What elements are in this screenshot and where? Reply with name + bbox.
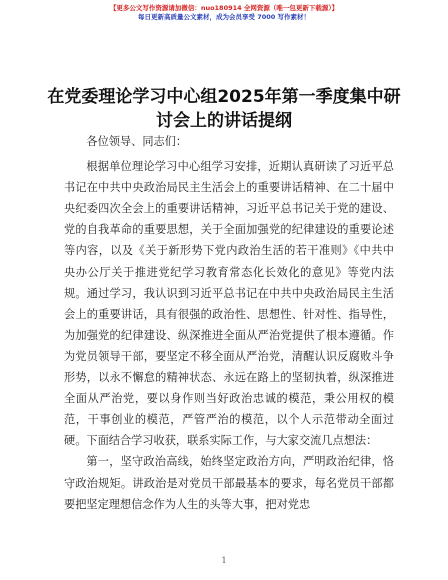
paragraph: 根据单位理论学习中心组学习安排，近期认真研读了习近平总书记在中共中央政治局民主生活会上的重要讲话精神、在二十届中央纪委四次全会上的重要讲话精神，习近平总书记关于党的建设、党的自我革命的重要思想，关于全面加强党的纪律建设的重要论述等内容，以及《关于新形势下党内政治生活的若干准则》《中共中央办公厅关于推进党纪学习教育常态化长效化的意见》等党内法规。通过学习，我认识到习近平总书记在中共中央政治局民主生活会上的重要讲话，具有很强的政治性、思想性、针对性、指导性，为加强党的纪律建设、纵深推进全面从严治党提供了根本遵循。作为党员领导干部，要坚定不移全面从严治党，清醒认识反腐败斗争形势，以永不懈怠的精神状态、永远在路上的坚韧执着，纵深推进全面从严治党，要以身作则当好政治忠诚的模范，秉公用权的模范，干事创业的模范，严管严治的模范，以个人示范带动全面过硬。下面结合学习收获，联系实际工作，与大家交流几点想法：: [64, 160, 394, 448]
banner-line-2: 每日更新高质量公文素材，成为会员享受 7000 写作素材！: [137, 13, 311, 21]
promo-banner: [0, 4, 448, 22]
document-body: [64, 131, 394, 515]
greeting: 各位领导、同志们：: [86, 135, 188, 148]
document-title: 在党委理论学习中心组2025年第一季度集中研讨会上的讲话提纲: [47, 87, 401, 131]
paragraph: 第一，坚守政治高线，始终坚定政治方向，严明政治纪律，恪守政治规矩。讲政治是对党员干部最基本的要求，每名党员干部都要把坚定理想信念作为人生的头等大事，把对党忠: [64, 455, 394, 511]
banner-line-1: 【更多公文写作资源请加微信：nuo180914 全网资源（唯一包更新下载源）】: [109, 4, 339, 12]
page-number: 1: [221, 556, 227, 565]
